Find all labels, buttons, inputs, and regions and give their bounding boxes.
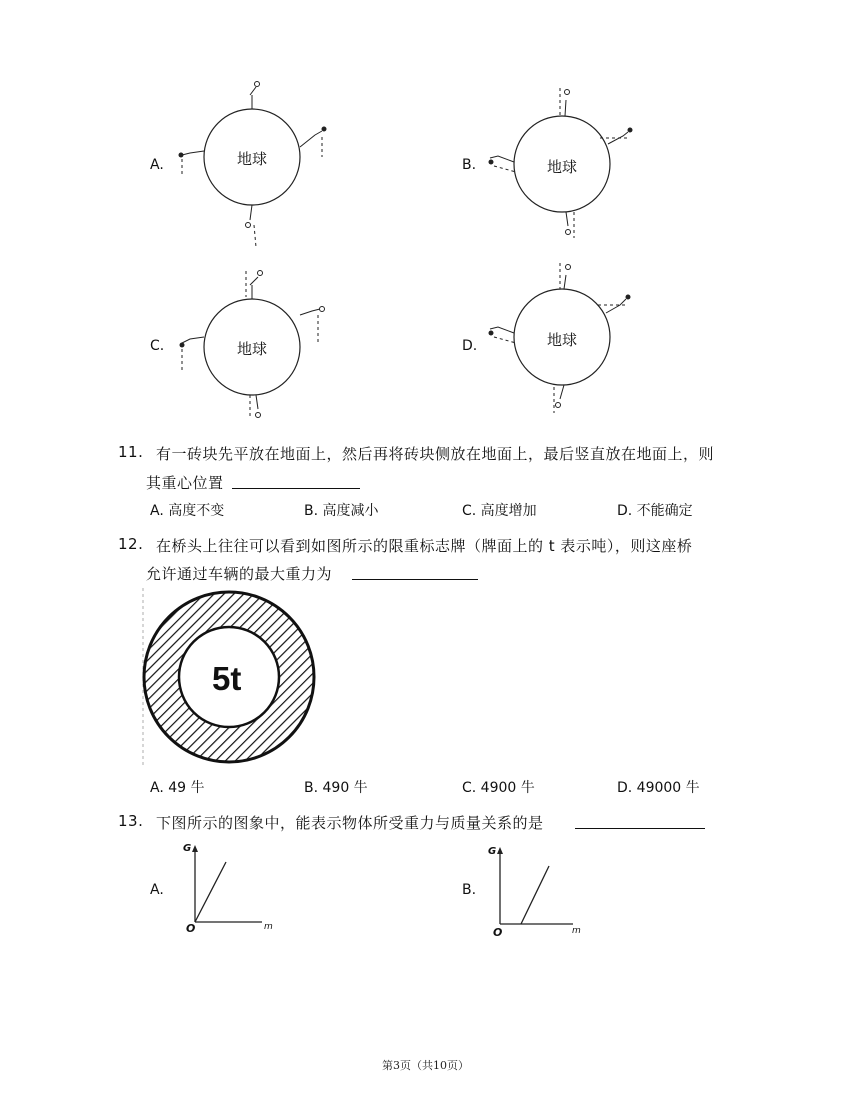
option-letter: A. [150, 157, 164, 173]
question-text-cont: 允许通过车辆的最大重力为 [146, 565, 333, 583]
choice-a[interactable]: A. 49 牛 [150, 780, 205, 796]
question-number: 13. [118, 812, 144, 830]
origin-label: O [186, 922, 196, 935]
page-number: 第3页（共10页） [382, 1059, 469, 1072]
y-axis-label: G [488, 846, 497, 857]
x-axis-label: m [264, 922, 273, 932]
choice-d[interactable]: D. 49000 牛 [617, 780, 700, 796]
sign-text: 5t [212, 660, 242, 697]
answer-blank[interactable] [352, 563, 478, 580]
option-letter: A. [150, 882, 164, 898]
earth-label: 地球 [547, 331, 578, 349]
question-text: 在桥头上往往可以看到如图所示的限重标志牌（牌面上的 t 表示吨），则这座桥 [156, 537, 693, 555]
choice-b[interactable]: B. 高度减小 [304, 503, 379, 519]
option-letter: B. [462, 882, 477, 898]
earth-label: 地球 [237, 340, 268, 358]
choice-a[interactable]: A. 高度不变 [150, 503, 225, 519]
question-text: 下图所示的图象中，能表示物体所受重力与质量关系的是 [156, 814, 544, 832]
option-letter: D. [462, 338, 478, 354]
x-axis-label: m [572, 926, 581, 936]
option-letter: C. [150, 338, 165, 354]
choice-b[interactable]: B. 490 牛 [304, 780, 368, 796]
graph-a [190, 842, 290, 942]
option-letter: B. [462, 157, 477, 173]
answer-blank[interactable] [575, 812, 705, 829]
origin-label: O [493, 926, 503, 939]
question-number: 11. [118, 443, 144, 461]
question-text-cont: 其重心位置 [146, 474, 224, 492]
answer-blank[interactable] [232, 472, 360, 489]
choice-d[interactable]: D. 不能确定 [617, 503, 693, 519]
question-number: 12. [118, 535, 144, 553]
choice-c[interactable]: C. 高度增加 [462, 503, 537, 519]
y-axis-label: G [183, 843, 192, 854]
question-text: 有一砖块先平放在地面上，然后再将砖块侧放在地面上，最后竖直放在地面上，则 [156, 445, 715, 463]
choice-c[interactable]: C. 4900 牛 [462, 780, 535, 796]
earth-label: 地球 [237, 150, 268, 168]
earth-label: 地球 [547, 158, 578, 176]
